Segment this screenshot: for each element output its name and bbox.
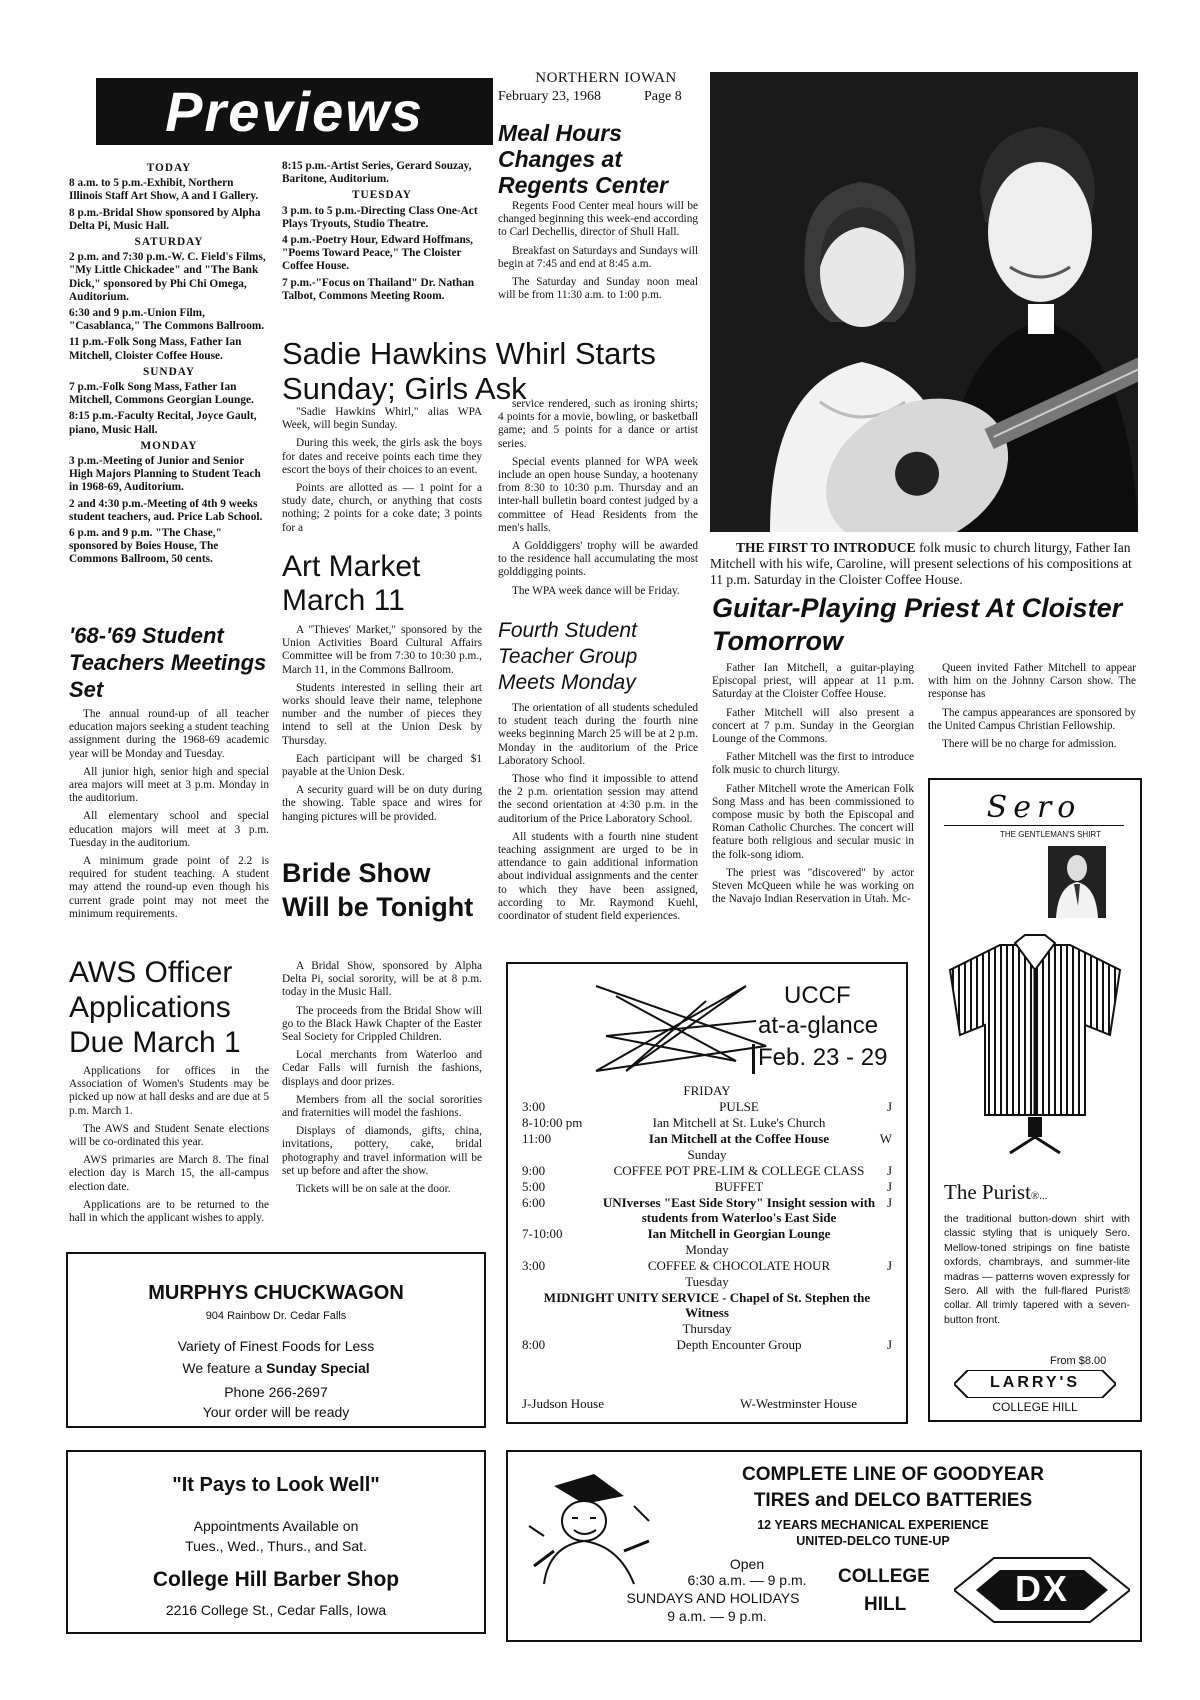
sadie-paragraph: service rendered, such as ironing shirts; 4 points for a movie, bowling, or basketball game; and 5 points for a dance or artist series. <box>498 398 698 450</box>
priest-paragraph: Father Ian Mitchell, a guitar-playing Episcopal priest, will appear at 11 p.m. Saturday at the Cloister Coffee House. <box>712 662 914 701</box>
photo-caption-lead: THE FIRST TO INTRODUCE <box>736 540 916 555</box>
sero-price: From $8.00 <box>1050 1355 1107 1367</box>
sero-location: COLLEGE HILL <box>992 1400 1078 1414</box>
schedule-item: 8 p.m.-Bridal Show sponsored by Alpha Delta Pi, Music Hall. <box>69 206 261 232</box>
barber-address: 2216 College St., Cedar Falls, Iowa <box>165 1602 387 1618</box>
art-market-paragraph: Each participant will be charged $1 payable at the Union Desk. <box>282 752 482 779</box>
meal-article <box>498 200 698 307</box>
barber-appointments-1: Appointments Available on <box>193 1518 359 1534</box>
dx-college: COLLEGE <box>838 1566 930 1587</box>
aws-paragraph: Applications for offices in the Association of Women's Students may be picked up now at hall desks and are due at 5 p.m. March 1. <box>69 1065 269 1117</box>
uccf-event-row <box>522 1179 892 1194</box>
art-market-paragraph: A security guard will be on duty during the showing. Table space and wires for hanging pictures will be provided. <box>282 784 482 823</box>
photo-caption <box>710 540 1138 588</box>
meal-paragraph: Regents Food Center meal hours will be changed beginning this week-end according to Carl Dechellis, director of Shull Hall. <box>498 200 698 239</box>
uccf-event-code: J <box>886 1179 892 1194</box>
murphys-name: MURPHYS CHUCKWAGON <box>148 1282 404 1304</box>
student-teachers-paragraph: A minimum grade point of 2.2 is required for student teaching. A student may attend the round-up even though his current grade point may not meet the minimum requirements. <box>69 855 269 920</box>
student-teachers-paragraph: All junior high, senior high and special area majors will meet at 3 p.m. Monday in the auditorium. <box>69 765 269 805</box>
previews-banner-title: Previews <box>165 80 424 143</box>
schedule-item: 8 a.m. to 5 p.m.-Exhibit, Northern Illinois Staff Art Show, A and I Gallery. <box>69 177 259 203</box>
sero-purist-mark: ®... <box>1030 1190 1048 1202</box>
schedule-item: 6:30 and 9 p.m.-Union Film, "Casablanca," The Commons Ballroom. <box>69 307 265 333</box>
uccf-event-row <box>522 1226 892 1241</box>
uccf-event-code <box>876 1115 892 1130</box>
aws-paragraph: Applications are to be returned to the hall in which the applicant wishes to apply. <box>69 1198 269 1225</box>
uccf-event-row <box>522 1337 892 1352</box>
aws-headline: AWS Officer Applications Due March 1 <box>69 956 241 1059</box>
sadie-paragraph: During this week, the girls ask the boys for dates and receive points each time they escort the boys of their choices to an event. <box>282 437 482 476</box>
murphys-sunday-special: Sunday Special <box>266 1360 370 1376</box>
schedule-item: 7 p.m.-Folk Song Mass, Father Ian Mitchell, Commons Georgian Lounge. <box>69 381 254 407</box>
uccf-day-heading: Tuesday <box>685 1274 729 1289</box>
schedule-day-heading: TODAY <box>146 162 192 174</box>
sero-shirt-illustration <box>940 925 1130 1155</box>
dx-hill: HILL <box>864 1594 907 1615</box>
uccf-event-row <box>522 1195 892 1225</box>
sero-purist-name: The Purist <box>944 1180 1031 1204</box>
uccf-event-code: J <box>886 1099 892 1114</box>
masthead-page: Page 8 <box>644 89 682 104</box>
fourth-paragraph: The orientation of all students scheduled to student teach during the fourth nine weeks beginning March 25 will be at 2 p.m. Monday in the auditorium of the Price Laboratory School. <box>498 702 698 767</box>
mechanic-illustration <box>524 1466 654 1586</box>
sero-model-icon <box>1048 846 1106 918</box>
sero-ad <box>928 778 1142 1422</box>
dx-hours-weekday: 6:30 a.m. — 9 p.m. <box>687 1572 807 1588</box>
previews-column-1 <box>69 160 269 570</box>
uccf-event-name: BUFFET <box>714 1179 764 1194</box>
priest-paragraph: Father Mitchell will also present a concert at 7 p.m. Sunday in the Georgian Lounge of the Commons. <box>712 706 914 746</box>
priest-paragraph: The priest was "discovered" by actor Steven McQueen while he was working on the Navajo Indian Reservation in Utah. Mc- <box>712 866 914 906</box>
schedule-day-heading: SATURDAY <box>134 236 204 249</box>
schedule-item: 8:15 p.m.-Faculty Recital, Joyce Gault, piano, Music Hall. <box>69 410 257 436</box>
art-market-article <box>282 624 482 829</box>
student-teachers-paragraph: The annual round-up of all teacher education majors seeking a student teaching assignment during the 1968-69 academic year will be Monday and Tuesday. <box>69 708 269 760</box>
murphys-line4: Your order will be ready <box>202 1404 350 1420</box>
priest-headline: Guitar-Playing Priest At Cloister Tomorrow <box>712 593 1123 656</box>
student-teachers-article <box>69 708 269 926</box>
uccf-day-heading: Sunday <box>687 1147 727 1162</box>
masthead-paper-name: NORTHERN IOWAN <box>535 70 677 86</box>
uccf-day-heading: Thursday <box>682 1321 732 1336</box>
previews-column-2 <box>282 160 482 306</box>
barber-slogan: "It Pays to Look Well" <box>172 1474 380 1496</box>
mitchell-photo <box>710 72 1138 532</box>
schedule-item: 6 p.m. and 9 p.m. "The Chase," sponsored by Boies House, The Commons Ballroom, 50 cents. <box>69 527 222 566</box>
murphys-phone: Phone 266-2697 <box>224 1384 328 1400</box>
bride-headline: Bride Show Will be Tonight <box>282 858 474 922</box>
uccf-box <box>506 962 908 1424</box>
dx-line2: TIRES and DELCO BATTERIES <box>753 1490 1033 1511</box>
sadie-column-1 <box>282 406 482 540</box>
dx-logo-text: DX <box>1014 1568 1069 1609</box>
sero-copy: the traditional button-down shirt with classic styling that is uniquely Sero. Mellow-toned stripings on fine batiste oxfords, chambrays, and summer-lite madras — patterns woven expressly for Sero. All with the full-flared Purist® collar. All trimly tapered with a seven-button front. <box>944 1213 1130 1326</box>
uccf-event-name: Depth Encounter Group <box>676 1337 802 1352</box>
uccf-event-row: MIDNIGHT UNITY SERVICE - Chapel of St. Stephen the Witness <box>543 1290 871 1320</box>
uccf-day-heading: Monday <box>685 1242 729 1257</box>
uccf-event-name: COFFEE & CHOCOLATE HOUR <box>647 1258 831 1273</box>
barber-appointments-2: Tues., Wed., Thurs., and Sat. <box>185 1538 367 1554</box>
sadie-paragraph: A Golddiggers' trophy will be awarded to the residence hall accumulating the most golddigging points. <box>498 540 698 579</box>
masthead-date: February 23, 1968 <box>498 89 602 104</box>
bride-paragraph: Local merchants from Waterloo and Cedar Falls will furnish the fashions, displays and door prizes. <box>282 1049 482 1088</box>
dx-open-label: Open <box>729 1556 765 1572</box>
schedule-day-heading: TUESDAY <box>352 189 412 202</box>
uccf-event-code <box>876 1226 892 1241</box>
priest-column-1 <box>712 662 914 911</box>
photo-caption-text: folk music to church liturgy, Father Ian Mitchell with his wife, Caroline, will present selections of his compositions at 11 p.m. Saturday in the Cloister Coffee House. <box>710 540 1132 587</box>
dx-line4: UNITED-DELCO TUNE-UP <box>796 1534 950 1548</box>
aws-paragraph: The AWS and Student Senate elections will be co-ordinated this year. <box>69 1122 269 1149</box>
uccf-event-row <box>522 1115 892 1130</box>
fourth-article <box>498 702 698 928</box>
uccf-dates: Feb. 23 - 29 <box>758 1044 888 1071</box>
bride-paragraph: Tickets will be on sale at the door. <box>296 1183 451 1196</box>
uccf-event-name: PULSE <box>719 1099 759 1114</box>
uccf-event-row <box>522 1131 892 1146</box>
art-market-paragraph: Students interested in selling their art works should leave their name, telephone number and the number of pieces they intend to sell at the Union Desk by Thursday. <box>282 681 482 747</box>
uccf-event-name: UNIverses "East Side Story" Insight session with students from Waterloo's East Side <box>602 1195 876 1225</box>
uccf-title-1: UCCF <box>784 982 851 1009</box>
uccf-event-time: 7-10:00 <box>522 1226 563 1241</box>
uccf-event-row <box>522 1099 892 1114</box>
uccf-event-row <box>522 1163 892 1178</box>
student-teachers-paragraph: All elementary school and special education majors will meet at 3 p.m. Tuesday in the auditorium. <box>69 810 269 849</box>
shirt-icon <box>940 925 1130 1155</box>
aws-paragraph: AWS primaries are March 8. The final election day is March 15, the all-campus election date. <box>69 1154 269 1193</box>
uccf-event-time: 5:00 <box>522 1179 546 1194</box>
uccf-event-time: 11:00 <box>522 1131 552 1146</box>
uccf-event-code: J <box>886 1337 892 1352</box>
sero-portrait <box>1048 846 1106 918</box>
previews-banner <box>96 78 493 145</box>
uccf-event-time: 3:00 <box>522 1258 546 1273</box>
sadie-paragraph: The WPA week dance will be Friday. <box>512 584 680 597</box>
schedule-item: 8:15 p.m.-Artist Series, Gerard Souzay, Baritone, Auditorium. <box>282 160 472 186</box>
sadie-headline: Sadie Hawkins Whirl Starts Sunday; Girls Ask <box>282 336 656 406</box>
schedule-item: 2 and 4:30 p.m.-Meeting of 4th 9 weeks student teachers, aud. Price Lab School. <box>69 497 263 523</box>
uccf-event-name: Ian Mitchell in Georgian Lounge <box>647 1226 831 1241</box>
uccf-event-name: COFFEE POT PRE-LIM & COLLEGE CLASS <box>613 1163 865 1178</box>
uccf-event-code: J <box>886 1258 892 1273</box>
sadie-paragraph: "Sadie Hawkins Whirl," alias WPA Week, will begin Sunday. <box>282 406 482 432</box>
dx-sundays-label: SUNDAYS AND HOLIDAYS <box>626 1590 800 1606</box>
barber-ad <box>66 1450 486 1634</box>
meal-headline: Meal Hours Changes at Regents Center <box>498 120 668 198</box>
mechanic-icon <box>524 1466 654 1586</box>
uccf-event-row <box>522 1258 892 1273</box>
schedule-day-heading: SUNDAY <box>142 365 196 378</box>
schedule-item: 3 p.m.-Meeting of Junior and Senior High Majors Planning to Student Teach in 1968-69, Auditorium. <box>69 455 261 494</box>
uccf-logo-icon <box>586 976 776 1081</box>
uccf-schedule <box>522 1082 892 1353</box>
uccf-event-time: 6:00 <box>522 1195 546 1210</box>
uccf-day-heading: FRIDAY <box>683 1083 731 1098</box>
bride-paragraph: The proceeds from the Bridal Show will go to the Black Hawk Chapter of the Easter Seal Society for Crippled Children. <box>282 1004 482 1044</box>
sero-logo-text: Sero <box>986 790 1082 825</box>
murphys-line1: Variety of Finest Foods for Less <box>177 1338 375 1354</box>
art-market-headline: Art Market March 11 <box>282 550 421 617</box>
meal-paragraph: Breakfast on Saturdays and Sundays will begin at 7:45 and end at 8:45 a.m. <box>498 244 698 270</box>
uccf-event-time: 8:00 <box>522 1337 546 1352</box>
bride-paragraph: Members from all the social sororities and fraternities will model the fashions. <box>282 1093 482 1120</box>
fourth-paragraph: Those who find it impossible to attend the 2 p.m. orientation session may attend the second orientation at 4:30 p.m. in the auditorium of the Price Laboratory School. <box>498 773 698 825</box>
student-teachers-headline: '68-'69 Student Teachers Meetings Set <box>69 623 267 702</box>
dx-line1: COMPLETE LINE OF GOODYEAR <box>742 1464 1044 1485</box>
meal-paragraph: The Saturday and Sunday noon meal will be from 11:30 a.m. to 1:00 p.m. <box>498 276 698 302</box>
aws-article <box>69 1065 269 1230</box>
sero-logo <box>944 790 1124 826</box>
priest-paragraph: The campus appearances are sponsored by the United Campus Christian Fellowship. <box>928 706 1136 732</box>
uccf-event-code: W <box>879 1131 892 1146</box>
schedule-item: 4 p.m.-Poetry Hour, Edward Hoffmans, "Poems Toward Peace," The Cloister Coffee House. <box>282 234 473 273</box>
uccf-event-code: J <box>886 1163 892 1178</box>
dx-logo <box>954 1556 1130 1624</box>
uccf-event-time: 9:00 <box>522 1163 546 1178</box>
larrys-logo <box>954 1370 1116 1398</box>
murphys-line2-prefix: We feature a <box>182 1360 263 1376</box>
barber-name: College Hill Barber Shop <box>152 1568 400 1591</box>
bride-paragraph: Displays of diamonds, gifts, china, invitations, pottery, cake, bridal photography and travel information will be set up before and after the show. <box>282 1125 482 1177</box>
uccf-legend-w: W-Westminster House <box>740 1396 858 1411</box>
priest-column-2 <box>928 662 1136 756</box>
sero-purist-title <box>944 1180 1048 1205</box>
murphys-address: 904 Rainbow Dr. Cedar Falls <box>205 1310 347 1322</box>
schedule-item: 7 p.m.-"Focus on Thailand" Dr. Nathan Talbot, Commons Meeting Room. <box>282 276 475 302</box>
uccf-event-time: 3:00 <box>522 1099 546 1114</box>
uccf-event-time: 8-10:00 pm <box>522 1115 583 1130</box>
schedule-item: 11 p.m.-Folk Song Mass, Father Ian Mitchell, Cloister Coffee House. <box>69 336 242 362</box>
schedule-item: 3 p.m. to 5 p.m.-Directing Class One-Act Plays Tryouts, Studio Theatre. <box>282 204 478 230</box>
murphys-ad <box>66 1252 486 1428</box>
uccf-event-code: J <box>886 1195 892 1210</box>
sadie-paragraph: Special events planned for WPA week include an open house Sunday, a hootenany from 8:30 to 10:30 p.m. Thursday and an inter-hall bulletin board contest judged by a committee of Head Residents from the men's halls. <box>498 455 698 534</box>
uccf-divider <box>752 1044 755 1074</box>
priest-paragraph: Father Mitchell wrote the American Folk Song Mass and has been commissioned to compose music by both the Episcopal and Roman Catholic Churches. The concert will feature both religious and secular music in the folk-song idiom. <box>712 782 914 861</box>
murphys-line2 <box>68 1360 484 1376</box>
sadie-paragraph: Points are allotted as — 1 point for a study date, church, or anything that costs nothing; 2 points for a coke date; 3 points for a <box>282 482 482 534</box>
dx-hours-sunday: 9 a.m. — 9 p.m. <box>667 1608 767 1624</box>
fourth-paragraph: All students with a fourth nine student teaching assignment are urged to be in attendance to gain additional information about individual assignments and the center to which they have been assigned, according to Mr. Raymond Kuehl, coordinator of student field experiences. <box>498 830 698 923</box>
bride-article <box>282 960 482 1201</box>
dx-line3: 12 YEARS MECHANICAL EXPERIENCE <box>757 1518 989 1532</box>
schedule-day-heading: MONDAY <box>140 439 198 452</box>
priest-paragraph: There will be no charge for admission. <box>942 738 1117 751</box>
art-market-paragraph: A "Thieves' Market," sponsored by the Union Activities Board Cultural Affairs Committee will be from 7:30 to 10:30 p.m., March 11, in the Commons Ballroom. <box>282 624 482 676</box>
schedule-item: 2 p.m. and 7:30 p.m.-W. C. Field's Films, "My Little Chickadee" and "The Bank Dick," sponsored by Phi Chi Omega, Auditorium. <box>69 251 266 303</box>
uccf-title-2: at-a-glance <box>758 1012 879 1039</box>
priest-paragraph: Queen invited Father Mitchell to appear with him on the Johnny Carson show. The response has <box>928 662 1136 701</box>
uccf-event-name: Ian Mitchell at the Coffee House <box>648 1131 830 1146</box>
uccf-event-name: Ian Mitchell at St. Luke's Church <box>652 1115 826 1130</box>
sero-tagline: THE GENTLEMAN'S SHIRT <box>1000 830 1101 839</box>
mitchell-photo-illustration <box>710 72 1138 532</box>
dx-ad <box>506 1450 1142 1642</box>
fourth-headline: Fourth Student Teacher Group Meets Monday <box>498 619 638 694</box>
priest-paragraph: Father Mitchell was the first to introduce folk music to church liturgy. <box>712 751 914 777</box>
sadie-column-2 <box>498 398 698 603</box>
larrys-logo-text: LARRY'S <box>990 1374 1080 1391</box>
bride-paragraph: A Bridal Show, sponsored by Alpha Delta Pi, social sorority, will be at 8 p.m. today in the Music Hall. <box>282 960 482 999</box>
uccf-legend-j: J-Judson House <box>522 1396 604 1411</box>
